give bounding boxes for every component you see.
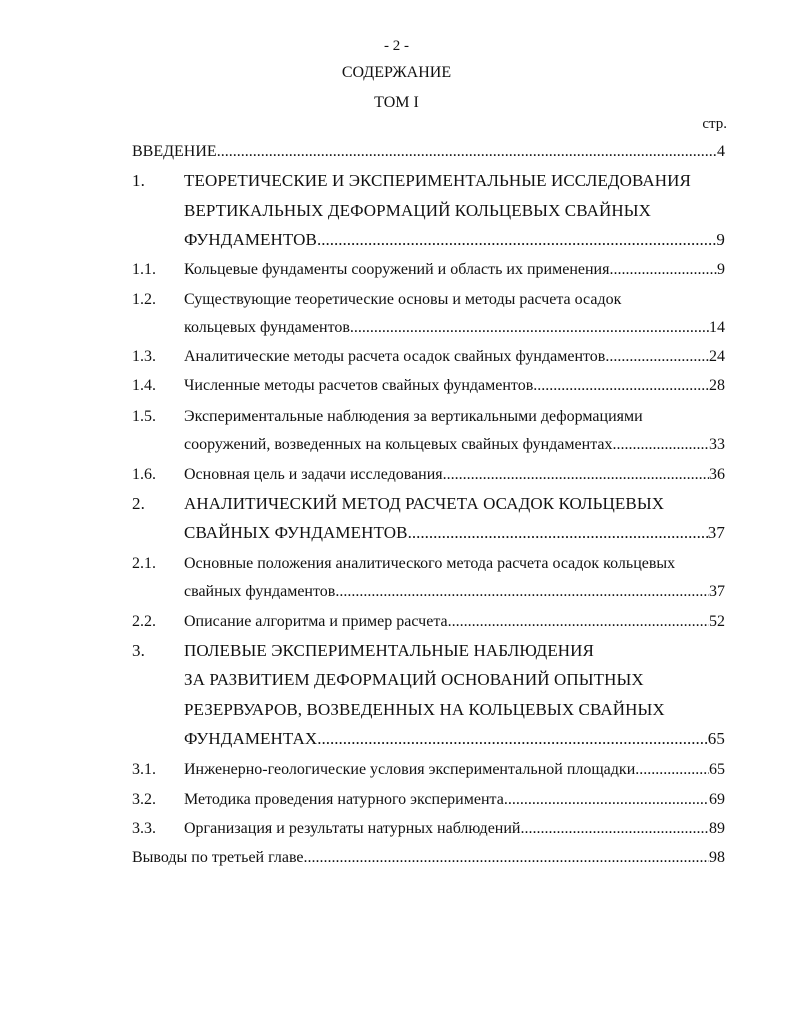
toc-entry-page: 28: [709, 377, 725, 394]
toc-entry-title-line: ВЕРТИКАЛЬНЫХ ДЕФОРМАЦИЙ КОЛЬЦЕВЫХ СВАЙНЫХ: [184, 201, 652, 220]
toc-entry-title-line: ФУНДАМЕНТОВ: [184, 230, 317, 249]
toc-entry-number: 1.1.: [132, 261, 156, 278]
page-title: СОДЕРЖАНИЕ: [341, 64, 452, 81]
toc-leader-dots: [335, 580, 709, 604]
toc-entry-2-1-cont[interactable]: [132, 580, 725, 604]
toc-entry-chapter-3-cont2[interactable]: [132, 698, 725, 722]
toc-entry-title-line: кольцевых фундаментов: [184, 319, 350, 336]
toc-entry-page: 65: [709, 761, 725, 778]
toc-entry-title-line: Существующие теоретические основы и методы расчета осадок: [184, 291, 622, 308]
toc-entry-page: 98: [709, 849, 725, 866]
toc-entry-title: Организация и результаты натурных наблюдений: [184, 820, 521, 837]
toc-entry-1-5-cont[interactable]: [132, 433, 725, 457]
toc-entry-page: 33: [709, 436, 725, 453]
toc-entry-3-3[interactable]: [132, 817, 725, 841]
volume-title: ТОМ I: [374, 94, 419, 111]
toc-leader-dots: [317, 228, 716, 252]
toc-leader-dots: [520, 817, 709, 841]
toc-entry-page: 9: [717, 261, 725, 278]
toc-entry-number: 2.: [132, 494, 145, 513]
toc-entry-1-4[interactable]: [132, 374, 725, 398]
toc-entry-title-line: СВАЙНЫХ ФУНДАМЕНТОВ: [184, 523, 408, 542]
toc-entry-title-line: сооружений, возведенных на кольцевых свайных фундаментах: [184, 436, 613, 453]
toc-leader-dots: [533, 374, 709, 398]
toc-entry-number: 2.2.: [132, 613, 156, 630]
toc-leader-dots: [304, 846, 710, 870]
toc-leader-dots: [350, 316, 709, 340]
toc-entry-title-line: ТЕОРЕТИЧЕСКИЕ И ЭКСПЕРИМЕНТАЛЬНЫЕ ИССЛЕДОВАНИЯ: [184, 171, 691, 190]
toc-entry-chapter-1-cont[interactable]: [132, 199, 725, 223]
toc-entry-title-line: АНАЛИТИЧЕСКИЙ МЕТОД РАСЧЕТА ОСАДОК КОЛЬЦЕВЫХ: [184, 494, 665, 513]
toc-entry-page: 14: [709, 319, 725, 336]
toc-entry-conclusions-ch3[interactable]: [132, 846, 725, 870]
toc-entry-title-line: ЗА РАЗВИТИЕМ ДЕФОРМАЦИЙ ОСНОВАНИЙ ОПЫТНЫХ: [184, 670, 644, 689]
toc-entry-title-line: свайных фундаментов: [184, 583, 336, 600]
toc-entry-page: 89: [709, 820, 725, 837]
toc-entry-title-line: Экспериментальные наблюдения за вертикальными деформациями: [184, 408, 643, 425]
toc-entry-1-2-cont[interactable]: [132, 316, 725, 340]
toc-entry-1-1[interactable]: [132, 258, 725, 282]
toc-entry-page: 37: [709, 583, 725, 600]
toc-entry-title: Инженерно-геологические условия экспериментальной площадки: [184, 761, 636, 778]
toc-entry-title: Выводы по третьей главе: [132, 849, 304, 866]
toc-entry-title-line: ПОЛЕВЫЕ ЭКСПЕРИМЕНТАЛЬНЫЕ НАБЛЮДЕНИЯ: [184, 641, 594, 660]
toc-entry-title: Аналитические методы расчета осадок свайных фундаментов: [184, 348, 606, 365]
toc-leader-dots: [443, 463, 709, 487]
toc-entry-number: 1.3.: [132, 348, 156, 365]
toc-entry-1-5[interactable]: [132, 405, 725, 429]
toc-leader-dots: [635, 758, 709, 782]
toc-entry-number: 1.6.: [132, 466, 156, 483]
toc-entry-page: 36: [709, 466, 725, 483]
page-number: - 2 -: [384, 38, 409, 54]
toc-entry-page: 52: [709, 613, 725, 630]
toc-entry-chapter-1[interactable]: [132, 169, 725, 193]
toc-entry-title: Описание алгоритма и пример расчета: [184, 613, 448, 630]
toc-entry-page: 65: [707, 729, 725, 748]
toc-leader-dots: [612, 433, 709, 457]
toc-entry-page: 4: [717, 143, 725, 160]
toc-entry-number: 3.2.: [132, 791, 156, 808]
toc-entry-number: 1.4.: [132, 377, 156, 394]
toc-entry-intro[interactable]: [132, 140, 725, 164]
toc-entry-page: 24: [709, 348, 725, 365]
toc-entry-number: 2.1.: [132, 555, 156, 572]
toc-entry-2-1[interactable]: [132, 552, 725, 576]
toc-leader-dots: [448, 610, 709, 634]
toc-entry-3-1[interactable]: [132, 758, 725, 782]
toc-entry-page: 9: [716, 230, 725, 249]
toc-leader-dots: [408, 521, 708, 545]
toc-entry-title-line: ФУНДАМЕНТАХ: [184, 729, 318, 748]
toc-entry-3-2[interactable]: [132, 788, 725, 812]
toc-leader-dots: [609, 258, 717, 282]
toc-leader-dots: [217, 140, 717, 164]
toc-entry-number: 1.5.: [132, 408, 156, 425]
toc-entry-title: Основная цель и задачи исследования: [184, 466, 443, 483]
toc-entry-number: 3.1.: [132, 761, 156, 778]
toc-entry-2-2[interactable]: [132, 610, 725, 634]
toc-entry-title-line: РЕЗЕРВУАРОВ, ВОЗВЕДЕННЫХ НА КОЛЬЦЕВЫХ СВАЙНЫХ: [184, 700, 665, 719]
toc-entry-title-line: Основные положения аналитического метода расчета осадок кольцевых: [184, 555, 676, 572]
toc-entry-number: 1.2.: [132, 291, 156, 308]
toc-entry-number: 3.3.: [132, 820, 156, 837]
toc-entry-1-6[interactable]: [132, 463, 725, 487]
page-column-label: стр.: [702, 116, 727, 132]
toc-leader-dots: [605, 345, 709, 369]
toc-entry-title: ВВЕДЕНИЕ: [132, 143, 217, 160]
toc-entry-title: Методика проведения натурного эксперимента: [184, 791, 504, 808]
toc-leader-dots: [504, 788, 709, 812]
toc-entry-1-3[interactable]: [132, 345, 725, 369]
toc-entry-chapter-3[interactable]: [132, 639, 725, 663]
toc-entry-chapter-2[interactable]: [132, 492, 725, 516]
toc-entry-chapter-3-cont[interactable]: [132, 668, 725, 692]
toc-leader-dots: [317, 727, 708, 751]
toc-entry-number: 1.: [132, 171, 145, 190]
toc-entry-chapter-3-end[interactable]: [132, 727, 725, 751]
toc-entry-title: Численные методы расчетов свайных фундаментов: [184, 377, 534, 394]
toc-entry-1-2[interactable]: [132, 288, 725, 312]
toc-entry-chapter-1-end[interactable]: [132, 228, 725, 252]
toc-entry-chapter-2-cont[interactable]: [132, 521, 725, 545]
toc-entry-page: 69: [709, 791, 725, 808]
toc-entry-page: 37: [707, 523, 725, 542]
toc-entry-number: 3.: [132, 641, 145, 660]
toc-entry-title: Кольцевые фундаменты сооружений и область их применения: [184, 261, 610, 278]
